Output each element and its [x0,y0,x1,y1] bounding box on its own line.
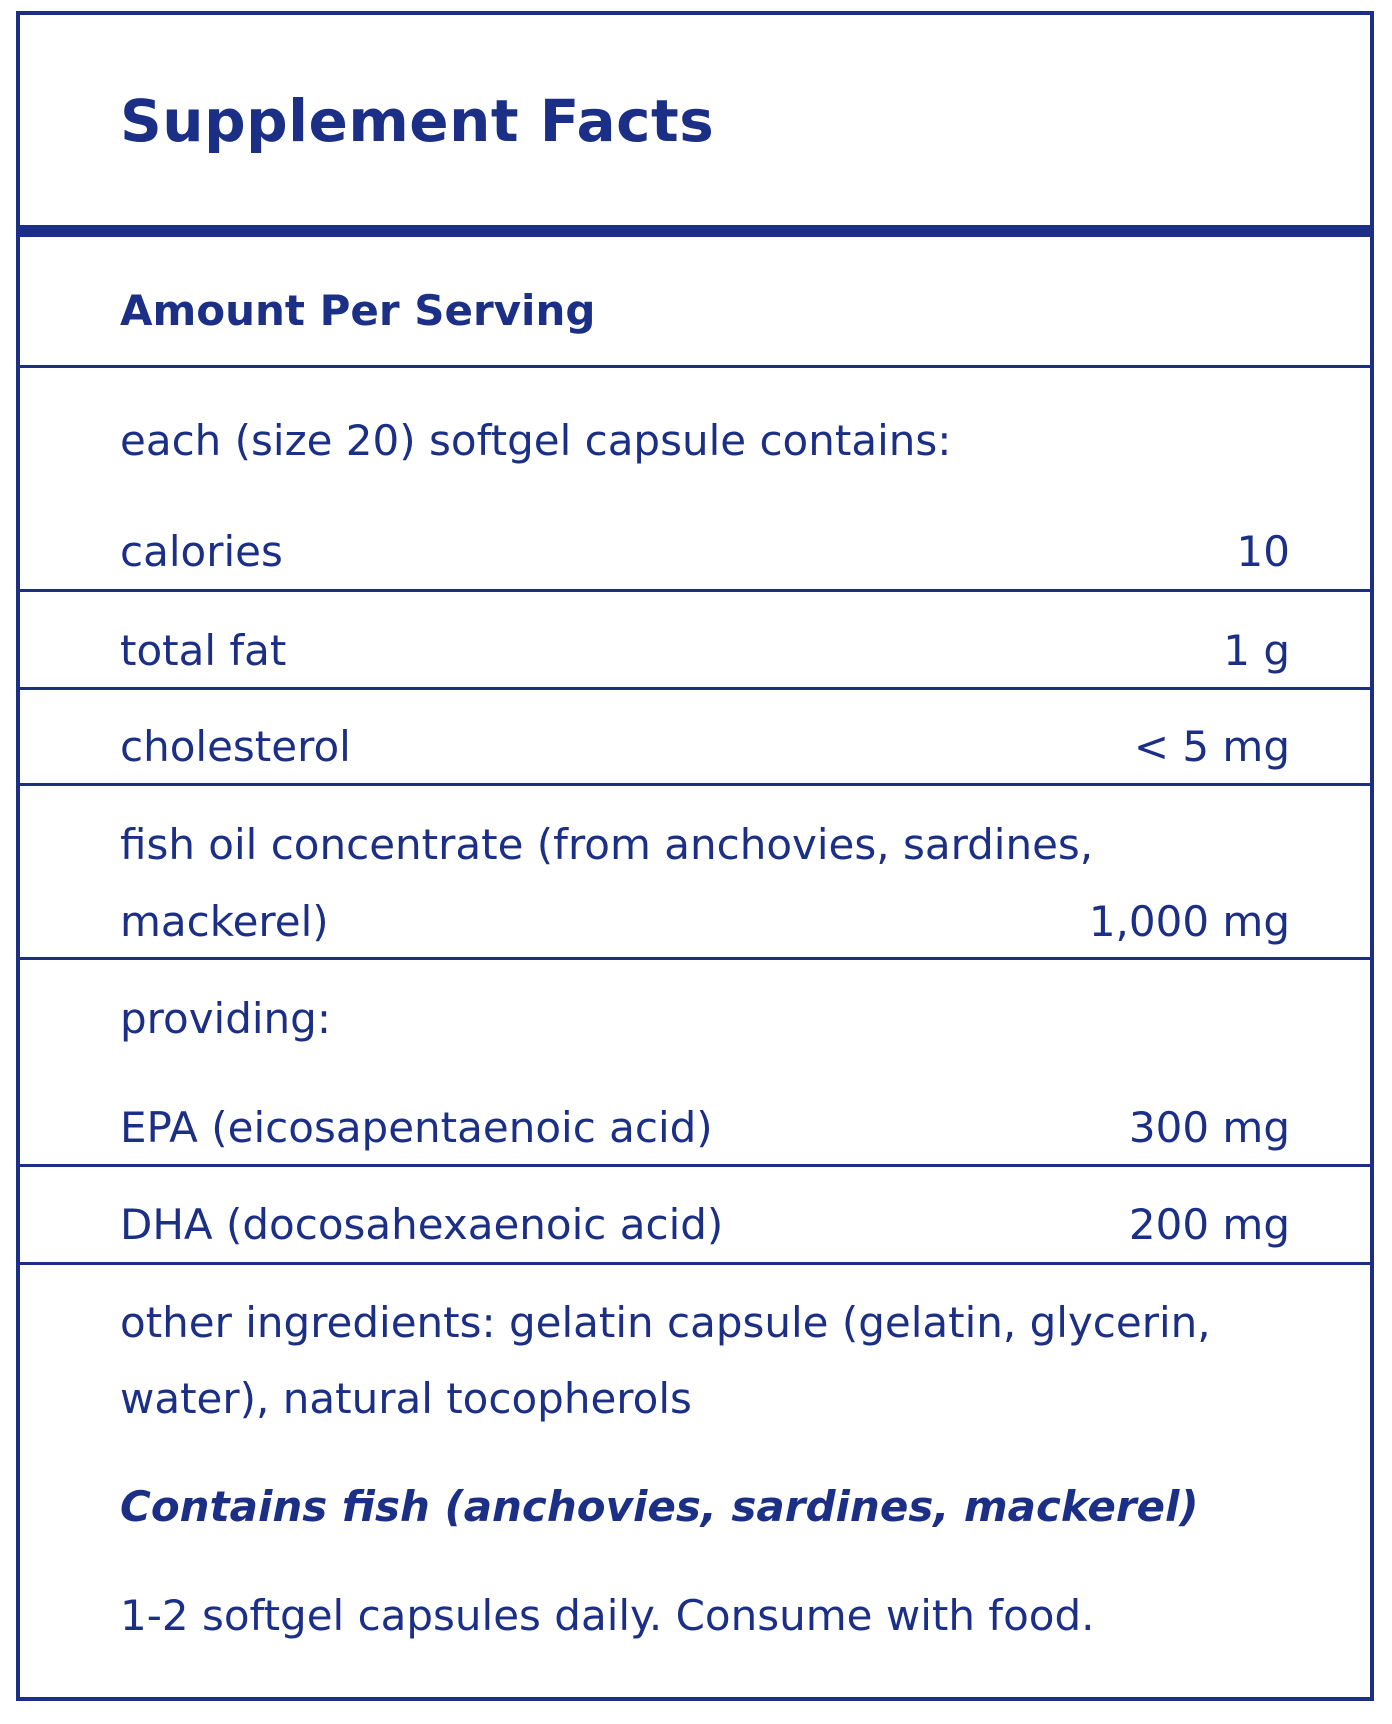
other-ingredients-line2: water), natural tocopherols [120,1374,692,1423]
amount-per-serving-header: Amount Per Serving [120,286,596,335]
thick-divider [20,225,1370,237]
row-dha-label: DHA (docosahexaenoic acid) [120,1200,724,1249]
divider [20,1262,1370,1265]
row-fish-oil-label-line1: fish oil concentrate (from anchovies, sardines, [120,820,1094,869]
supplement-facts-panel [16,11,1374,1701]
directions: 1-2 softgel capsules daily. Consume with food. [120,1591,1095,1640]
divider [20,1164,1370,1167]
row-fish-oil-label-line2: mackerel) [120,897,329,946]
row-epa-value: 300 mg [1128,1103,1290,1152]
other-ingredients-line1: other ingredients: gelatin capsule (gelatin, glycerin, [120,1298,1211,1347]
divider [20,365,1370,368]
row-cholesterol-value: < 5 mg [1133,722,1290,771]
divider [20,589,1370,592]
providing-label: providing: [120,994,331,1043]
divider [20,687,1370,690]
row-epa-label: EPA (eicosapentaenoic acid) [120,1103,713,1152]
row-calories-label: calories [120,527,283,576]
serving-description: each (size 20) softgel capsule contains: [120,416,952,465]
row-total-fat-value: 1 g [1223,626,1290,675]
row-dha-value: 200 mg [1128,1200,1290,1249]
row-calories-value: 10 [1236,527,1290,576]
panel-title: Supplement Facts [120,87,715,155]
divider [20,957,1370,960]
row-cholesterol-label: cholesterol [120,722,351,771]
allergen-statement: Contains fish (anchovies, sardines, mackerel) [120,1482,1199,1531]
row-total-fat-label: total fat [120,626,287,675]
row-fish-oil-value: 1,000 mg [1088,897,1290,946]
divider [20,783,1370,786]
